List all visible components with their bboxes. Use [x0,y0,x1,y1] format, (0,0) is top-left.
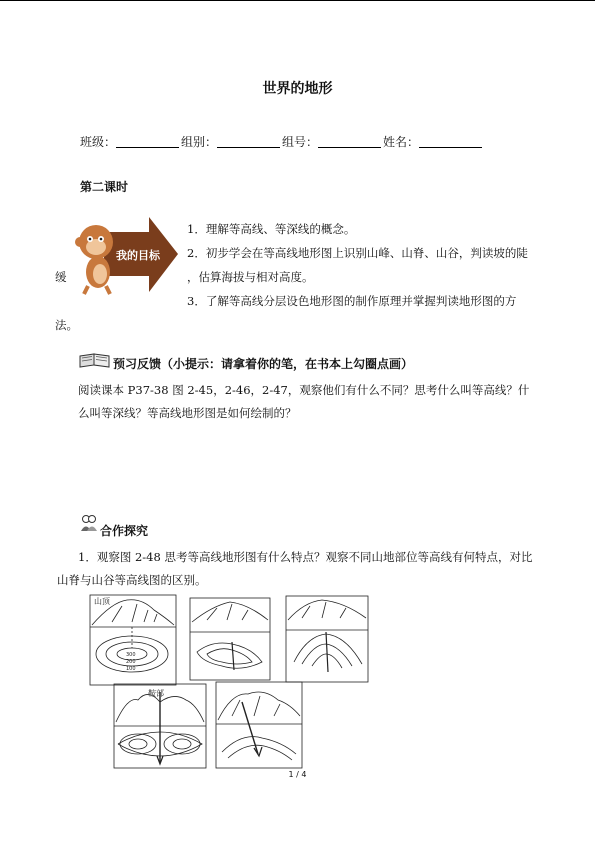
book-icon [78,352,112,368]
ridge-contour-map [190,598,270,680]
goal-3-continued: 法。 [55,318,78,332]
page-title: 世界的地形 [262,81,333,97]
goals-badge-label: 我的目标 [116,249,160,262]
lesson-period-heading: 第二课时 [80,180,129,194]
cliff-contour-map [216,682,302,768]
cooperation-text: 1．观察图 2-48 思考等高线地形图有什么特点？观察不同山地部位等高线有何特点，对比山脊与山谷等高线图的区别。 [57,550,533,587]
saddle-label: 鞍部 [148,689,164,698]
group-number-blank[interactable] [318,135,381,148]
name-label: 姓名： [383,135,420,149]
contour-300-label: 300 [126,652,136,658]
contour-maps-figure [82,592,382,772]
goal-2: 2．初步学会在等高线地形图上识别山峰、山脊、山谷，判读坡的陡 [187,246,528,260]
preview-text: 阅读课本 P37-38 图 2-45，2-46，2-47，观察他们有什么不同？思考什么叫等高线？什么叫等深线？等高线地形图是如何绘制的？ [78,383,530,420]
peak-label: 山顶 [94,597,110,606]
class-label: 班级： [80,135,117,149]
valley-contour-map [286,596,368,682]
student-info-row [80,133,484,150]
goal-2-wrap-char: 缓 [55,270,67,284]
goal-1: 1．理解等高线、等深线的概念。 [187,222,356,236]
contour-200-label: 200 [126,659,136,665]
cooperation-icon [79,513,99,533]
goal-2-continued: ，估算海拔与相对高度。 [187,270,314,284]
cooperation-heading: 合作探究 [100,524,149,538]
group-label: 组别： [181,135,218,149]
page-top-rule [0,0,595,1]
class-blank[interactable] [116,135,179,148]
preview-heading: 预习反馈（小提示：请拿着你的笔，在书本上勾圈点画） [113,357,414,371]
name-blank[interactable] [419,135,482,148]
group-number-label: 组号： [282,135,319,149]
page-number: 1 / 4 [288,770,307,779]
group-blank[interactable] [217,135,280,148]
goal-3: 3．了解等高线分层设色地形图的制作原理并掌握判读地形图的方 [187,294,517,308]
contour-100-label: 100 [126,666,136,672]
